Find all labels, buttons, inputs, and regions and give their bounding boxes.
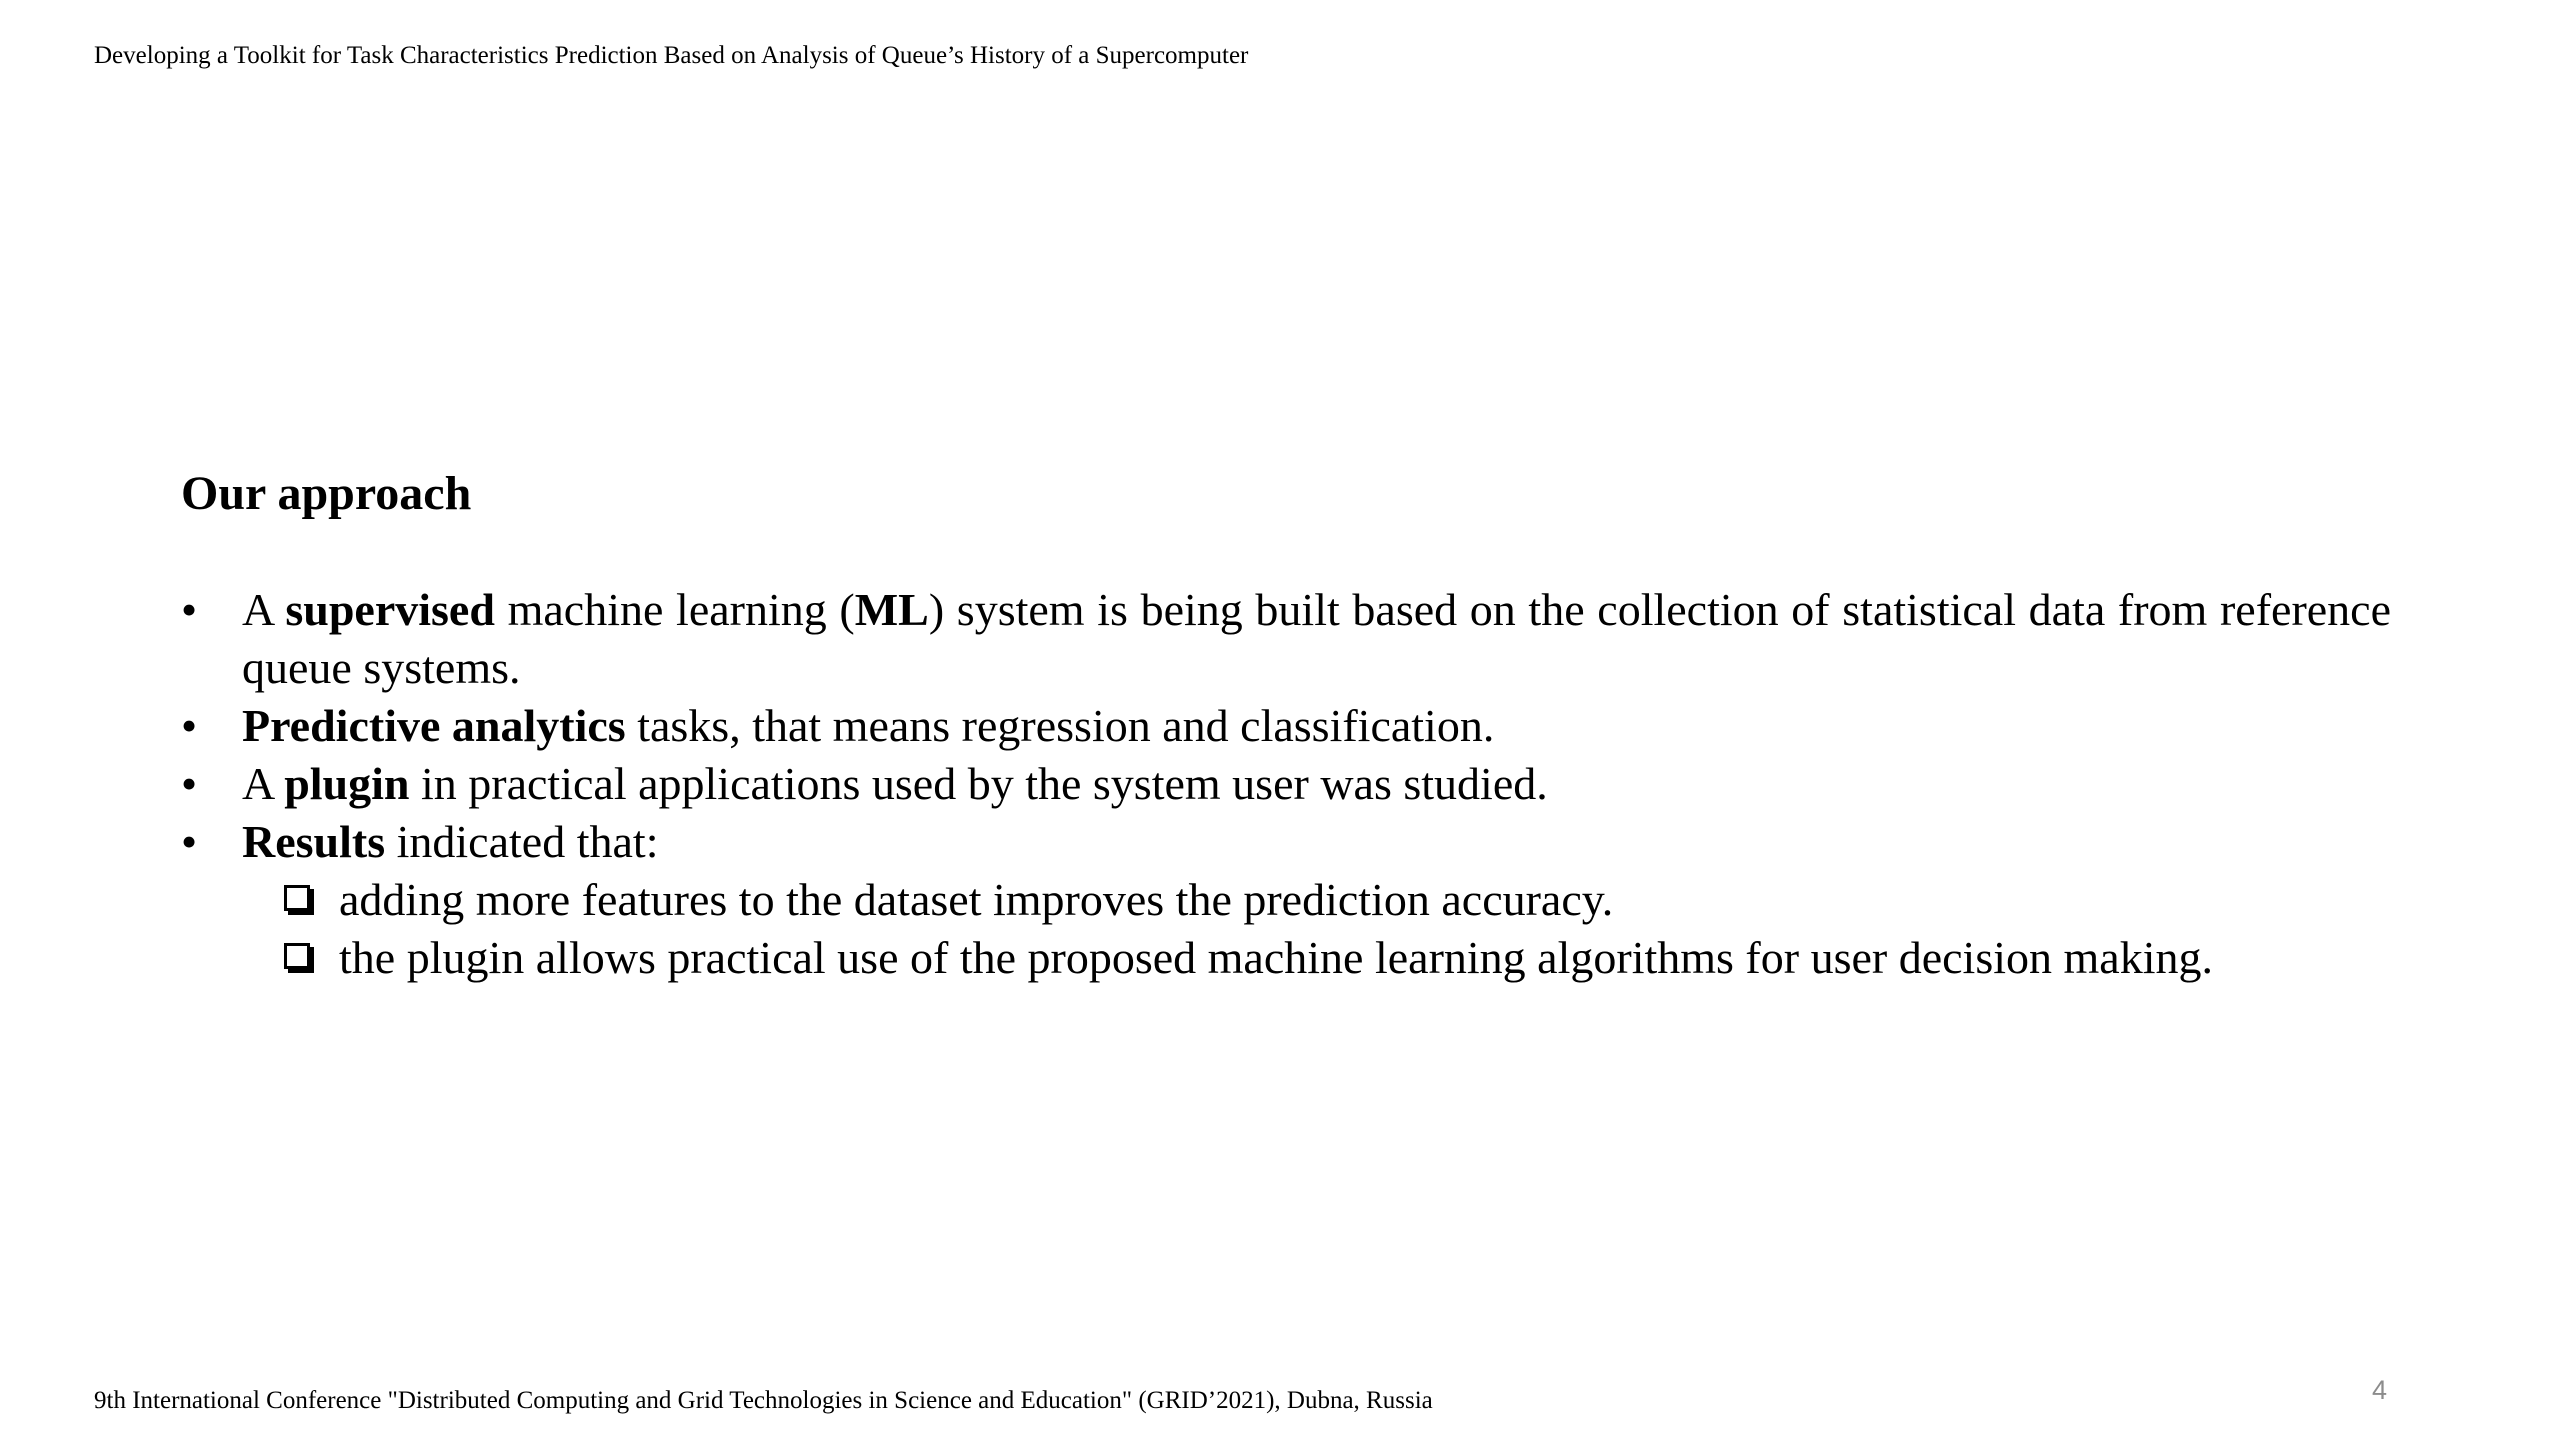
slide-footer-conference: 9th International Conference "Distributed Computing and Grid Technologies in Science and Education" (GRID’2021), Dubna, Russia <box>94 1387 1433 1414</box>
bullet-text-bold: Results <box>242 816 386 867</box>
sub-bullet-text: adding more features to the dataset improves the prediction accuracy. <box>339 874 1614 925</box>
bullet-text-part: A <box>242 584 286 635</box>
bullet-dot-icon: • <box>181 816 198 867</box>
bullet-text-part: A <box>242 758 285 809</box>
sub-bullet-list <box>242 871 2391 987</box>
bullet-item-results <box>181 813 2391 987</box>
bullet-text-part: machine learning ( <box>494 584 855 635</box>
bullet-text-part: in practical applications used by the system user was studied. <box>409 758 1548 809</box>
bullet-list <box>181 581 2391 987</box>
checkbox-icon <box>284 943 310 969</box>
bullet-text-part: indicated that: <box>385 816 659 867</box>
bullet-text-bold: plugin <box>284 758 410 809</box>
section-heading: Our approach <box>181 467 472 520</box>
sub-bullet-item-features <box>181 871 2391 929</box>
bullet-dot-icon: • <box>181 700 198 751</box>
slide-header-title: Developing a Toolkit for Task Characteristics Prediction Based on Analysis of Queue’s History of a Supercomputer <box>94 42 1249 69</box>
bullet-text-part: tasks, that means regression and classification. <box>625 700 1495 751</box>
slide-content <box>181 464 2391 987</box>
bullet-dot-icon: • <box>181 758 198 809</box>
bullet-text-bold: Predictive analytics <box>242 700 626 751</box>
bullet-item-supervised-ml <box>181 581 2391 697</box>
bullet-dot-icon: • <box>181 584 198 635</box>
bullet-item-predictive-analytics <box>181 697 2391 755</box>
slide-page-number: 4 <box>2372 1375 2388 1405</box>
bullet-text-bold: supervised <box>285 584 495 635</box>
bullet-text-bold: ML <box>854 584 929 635</box>
sub-bullet-item-plugin-use <box>181 929 2391 987</box>
checkbox-icon <box>284 885 310 911</box>
sub-bullet-text: the plugin allows practical use of the proposed machine learning algorithms for user decision making. <box>339 932 2213 983</box>
bullet-text-part: ) system is being built based on the collection of statistical data from reference queue systems. <box>242 584 2392 693</box>
bullet-item-plugin <box>181 755 2391 813</box>
